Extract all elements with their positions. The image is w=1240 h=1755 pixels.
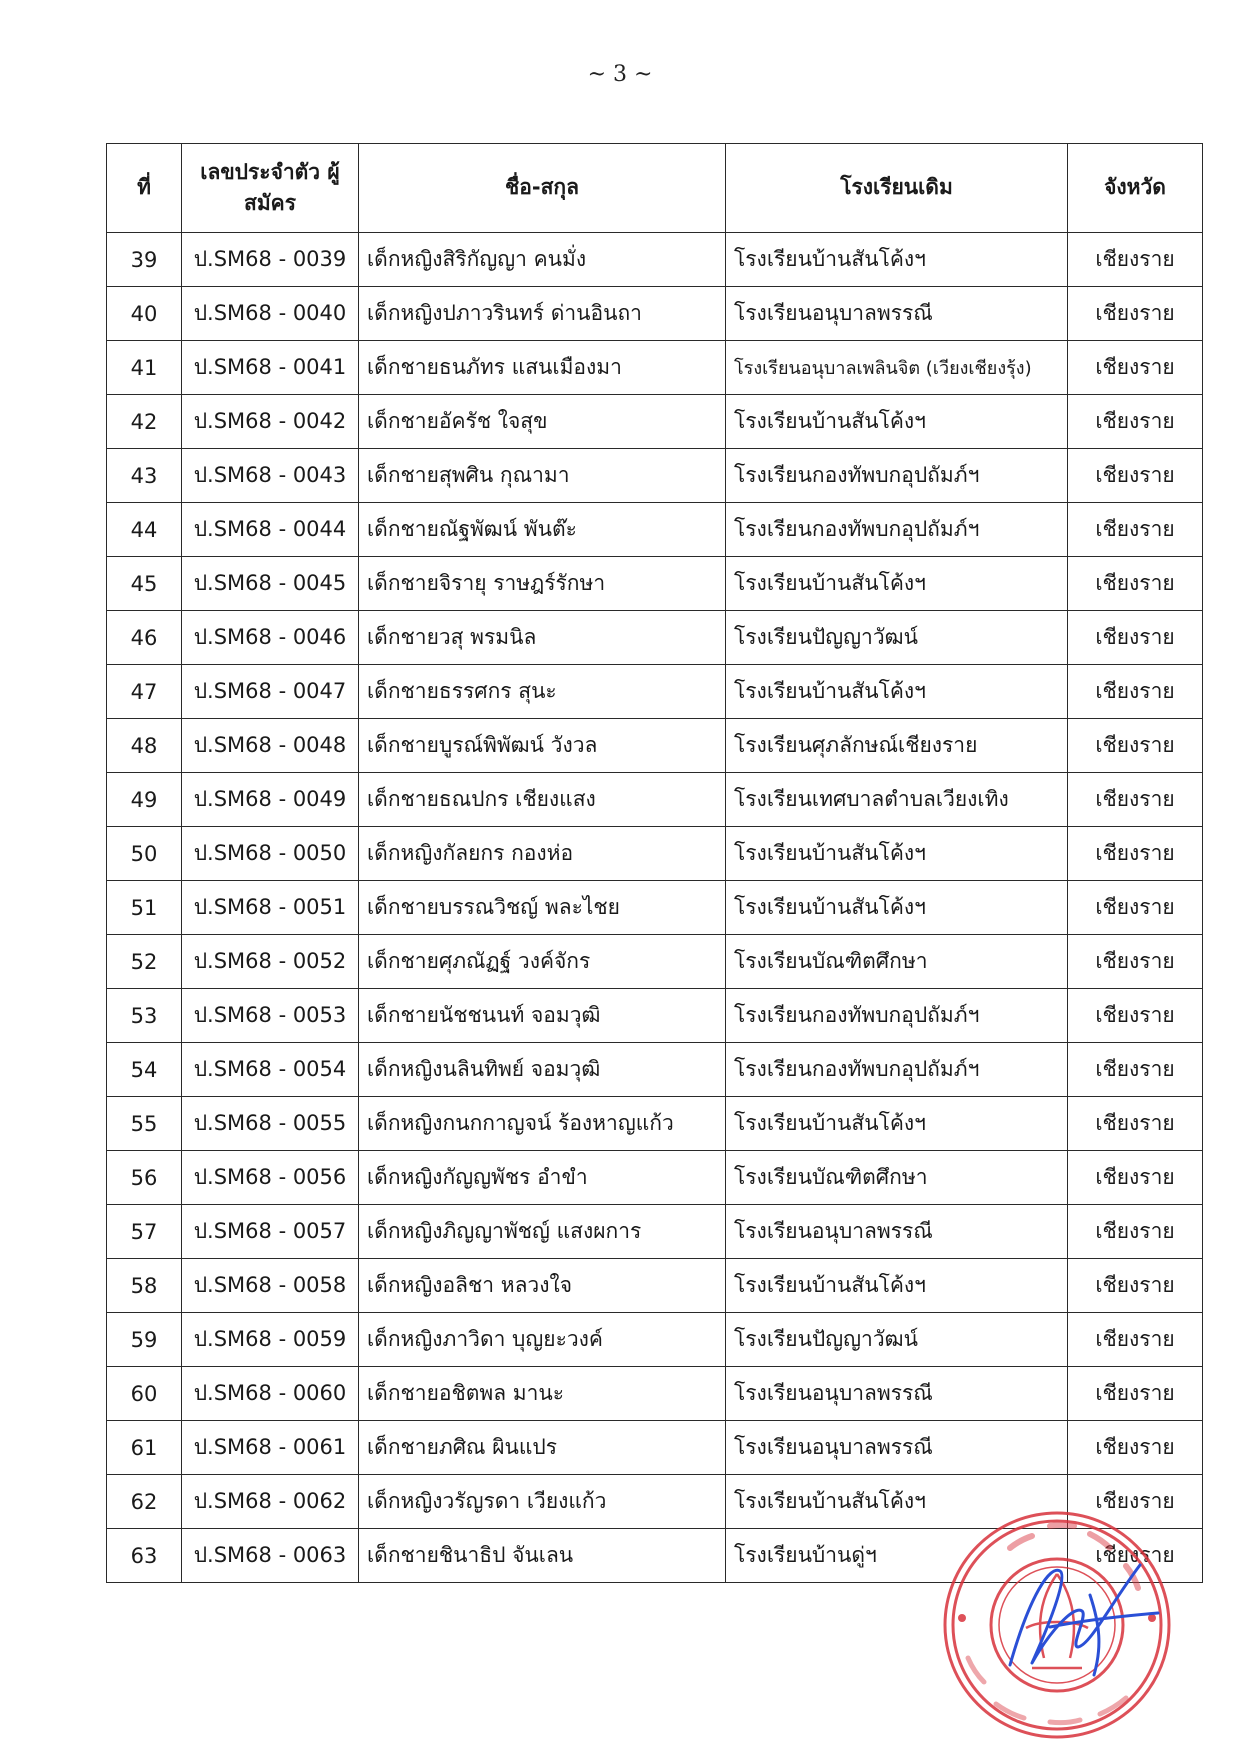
table-row — [107, 611, 1203, 665]
table-row — [107, 503, 1203, 557]
cell-name: เด็กหญิงกัลยกร กองห่อ — [359, 827, 726, 881]
cell-name: เด็กชายวสุ พรมนิล — [359, 611, 726, 665]
cell-name: เด็กหญิงกนกกาญจน์ ร้องหาญแก้ว — [359, 1097, 726, 1151]
cell-applicant-id: ป.SM68 - 0046 — [182, 611, 359, 665]
cell-school: โรงเรียนกองทัพบกอุปถัมภ์ฯ — [726, 449, 1068, 503]
cell-school: โรงเรียนกองทัพบกอุปถัมภ์ฯ — [726, 1043, 1068, 1097]
table-header-row — [107, 144, 1203, 233]
cell-applicant-id: ป.SM68 - 0044 — [182, 503, 359, 557]
cell-name: เด็กชายณัฐพัฒน์ พันต๊ะ — [359, 503, 726, 557]
cell-school: โรงเรียนบ้านสันโค้งฯ — [726, 395, 1068, 449]
cell-no: 46 — [107, 611, 182, 665]
cell-applicant-id: ป.SM68 - 0042 — [182, 395, 359, 449]
cell-province: เชียงราย — [1068, 881, 1203, 935]
cell-province: เชียงราย — [1068, 773, 1203, 827]
header-no: ที่ — [107, 144, 182, 233]
cell-applicant-id: ป.SM68 - 0048 — [182, 719, 359, 773]
table-row — [107, 449, 1203, 503]
cell-province: เชียงราย — [1068, 1367, 1203, 1421]
table-row — [107, 1421, 1203, 1475]
cell-name: เด็กหญิงภาวิดา บุญยะวงค์ — [359, 1313, 726, 1367]
cell-province: เชียงราย — [1068, 287, 1203, 341]
cell-no: 43 — [107, 449, 182, 503]
table-row — [107, 233, 1203, 287]
cell-applicant-id: ป.SM68 - 0054 — [182, 1043, 359, 1097]
cell-province: เชียงราย — [1068, 449, 1203, 503]
cell-no: 59 — [107, 1313, 182, 1367]
cell-applicant-id: ป.SM68 - 0052 — [182, 935, 359, 989]
cell-applicant-id: ป.SM68 - 0040 — [182, 287, 359, 341]
table-row — [107, 989, 1203, 1043]
cell-applicant-id: ป.SM68 - 0061 — [182, 1421, 359, 1475]
cell-applicant-id: ป.SM68 - 0057 — [182, 1205, 359, 1259]
cell-province: เชียงราย — [1068, 827, 1203, 881]
cell-applicant-id: ป.SM68 - 0050 — [182, 827, 359, 881]
cell-name: เด็กชายธรรศกร สุนะ — [359, 665, 726, 719]
cell-province: เชียงราย — [1068, 1529, 1203, 1583]
table-row — [107, 773, 1203, 827]
table-row — [107, 881, 1203, 935]
cell-province: เชียงราย — [1068, 1313, 1203, 1367]
cell-applicant-id: ป.SM68 - 0051 — [182, 881, 359, 935]
cell-name: เด็กหญิงภิญญาพัชญ์ แสงผการ — [359, 1205, 726, 1259]
cell-applicant-id: ป.SM68 - 0063 — [182, 1529, 359, 1583]
cell-province: เชียงราย — [1068, 1259, 1203, 1313]
cell-school: โรงเรียนบัณฑิตศึกษา — [726, 1151, 1068, 1205]
cell-no: 45 — [107, 557, 182, 611]
cell-name: เด็กชายภศิณ ผินแปร — [359, 1421, 726, 1475]
cell-no: 63 — [107, 1529, 182, 1583]
cell-province: เชียงราย — [1068, 665, 1203, 719]
cell-no: 56 — [107, 1151, 182, 1205]
cell-school: โรงเรียนอนุบาลพรรณี — [726, 287, 1068, 341]
cell-no: 60 — [107, 1367, 182, 1421]
cell-province: เชียงราย — [1068, 935, 1203, 989]
cell-applicant-id: ป.SM68 - 0058 — [182, 1259, 359, 1313]
cell-applicant-id: ป.SM68 - 0039 — [182, 233, 359, 287]
cell-school: โรงเรียนบ้านดู่ฯ — [726, 1529, 1068, 1583]
table-row — [107, 1043, 1203, 1097]
cell-no: 57 — [107, 1205, 182, 1259]
table-row — [107, 1097, 1203, 1151]
applicant-table — [106, 143, 1203, 1583]
table-row — [107, 1367, 1203, 1421]
header-name: ชื่อ-สกุล — [359, 144, 726, 233]
table-row — [107, 665, 1203, 719]
cell-name: เด็กหญิงปภาวรินทร์ ด่านอินถา — [359, 287, 726, 341]
cell-province: เชียงราย — [1068, 503, 1203, 557]
cell-name: เด็กหญิงกัญญพัชร อำขำ — [359, 1151, 726, 1205]
table-body — [107, 233, 1203, 1583]
table-row — [107, 1529, 1203, 1583]
cell-no: 39 — [107, 233, 182, 287]
cell-name: เด็กชายชินาธิป จันเลน — [359, 1529, 726, 1583]
cell-no: 49 — [107, 773, 182, 827]
cell-school: โรงเรียนกองทัพบกอุปถัมภ์ฯ — [726, 503, 1068, 557]
cell-name: เด็กชายอชิตพล มานะ — [359, 1367, 726, 1421]
cell-province: เชียงราย — [1068, 1421, 1203, 1475]
cell-school: โรงเรียนอนุบาลพรรณี — [726, 1205, 1068, 1259]
cell-name: เด็กชายจิรายุ ราษฎร์รักษา — [359, 557, 726, 611]
cell-no: 40 — [107, 287, 182, 341]
cell-no: 52 — [107, 935, 182, 989]
table-row — [107, 1313, 1203, 1367]
header-province: จังหวัด — [1068, 144, 1203, 233]
cell-name: เด็กหญิงสิริกัญญา คนมั่ง — [359, 233, 726, 287]
cell-school: โรงเรียนบ้านสันโค้งฯ — [726, 557, 1068, 611]
cell-name: เด็กชายอัครัช ใจสุข — [359, 395, 726, 449]
cell-applicant-id: ป.SM68 - 0047 — [182, 665, 359, 719]
cell-province: เชียงราย — [1068, 1043, 1203, 1097]
cell-no: 47 — [107, 665, 182, 719]
table-row — [107, 1259, 1203, 1313]
page-number: ~ 3 ~ — [587, 62, 653, 87]
cell-applicant-id: ป.SM68 - 0056 — [182, 1151, 359, 1205]
cell-applicant-id: ป.SM68 - 0060 — [182, 1367, 359, 1421]
cell-school: โรงเรียนปัญญาวัฒน์ — [726, 611, 1068, 665]
cell-province: เชียงราย — [1068, 557, 1203, 611]
cell-no: 55 — [107, 1097, 182, 1151]
cell-no: 53 — [107, 989, 182, 1043]
cell-name: เด็กชายสุพศิน กุณามา — [359, 449, 726, 503]
cell-name: เด็กชายบูรณ์พิพัฒน์ วังวล — [359, 719, 726, 773]
table-row — [107, 395, 1203, 449]
cell-school: โรงเรียนบัณฑิตศึกษา — [726, 935, 1068, 989]
table-row — [107, 719, 1203, 773]
table-row — [107, 1151, 1203, 1205]
cell-province: เชียงราย — [1068, 611, 1203, 665]
cell-school: โรงเรียนบ้านสันโค้งฯ — [726, 1475, 1068, 1529]
cell-no: 61 — [107, 1421, 182, 1475]
cell-no: 48 — [107, 719, 182, 773]
cell-province: เชียงราย — [1068, 395, 1203, 449]
cell-name: เด็กชายธนภัทร แสนเมืองมา — [359, 341, 726, 395]
cell-no: 42 — [107, 395, 182, 449]
cell-name: เด็กชายศุภณัฏฐ์ วงค์จักร — [359, 935, 726, 989]
table-row — [107, 1475, 1203, 1529]
cell-school: โรงเรียนอนุบาลพรรณี — [726, 1421, 1068, 1475]
table-row — [107, 287, 1203, 341]
cell-province: เชียงราย — [1068, 719, 1203, 773]
cell-applicant-id: ป.SM68 - 0053 — [182, 989, 359, 1043]
table-row — [107, 557, 1203, 611]
cell-school: โรงเรียนเทศบาลตำบลเวียงเทิง — [726, 773, 1068, 827]
cell-name: เด็กหญิงอลิชา หลวงใจ — [359, 1259, 726, 1313]
cell-applicant-id: ป.SM68 - 0049 — [182, 773, 359, 827]
cell-school: โรงเรียนอนุบาลเพลินจิต (เวียงเชียงรุ้ง) — [726, 341, 1068, 395]
cell-school: โรงเรียนบ้านสันโค้งฯ — [726, 1097, 1068, 1151]
cell-no: 62 — [107, 1475, 182, 1529]
cell-no: 41 — [107, 341, 182, 395]
cell-province: เชียงราย — [1068, 989, 1203, 1043]
table-row — [107, 341, 1203, 395]
cell-province: เชียงราย — [1068, 233, 1203, 287]
cell-school: โรงเรียนบ้านสันโค้งฯ — [726, 827, 1068, 881]
header-school: โรงเรียนเดิม — [726, 144, 1068, 233]
cell-school: โรงเรียนบ้านสันโค้งฯ — [726, 881, 1068, 935]
cell-applicant-id: ป.SM68 - 0062 — [182, 1475, 359, 1529]
cell-school: โรงเรียนบ้านสันโค้งฯ — [726, 665, 1068, 719]
cell-no: 51 — [107, 881, 182, 935]
cell-applicant-id: ป.SM68 - 0043 — [182, 449, 359, 503]
cell-no: 58 — [107, 1259, 182, 1313]
cell-applicant-id: ป.SM68 - 0055 — [182, 1097, 359, 1151]
header-applicant-id: เลขประจำตัว ผู้สมัคร — [182, 144, 359, 233]
cell-province: เชียงราย — [1068, 341, 1203, 395]
cell-no: 50 — [107, 827, 182, 881]
table-row — [107, 1205, 1203, 1259]
cell-province: เชียงราย — [1068, 1097, 1203, 1151]
cell-school: โรงเรียนอนุบาลพรรณี — [726, 1367, 1068, 1421]
cell-name: เด็กชายธณปกร เชียงแสง — [359, 773, 726, 827]
cell-no: 44 — [107, 503, 182, 557]
cell-school: โรงเรียนปัญญาวัฒน์ — [726, 1313, 1068, 1367]
cell-no: 54 — [107, 1043, 182, 1097]
cell-province: เชียงราย — [1068, 1205, 1203, 1259]
cell-name: เด็กชายนัชชนนท์ จอมวุฒิ — [359, 989, 726, 1043]
cell-school: โรงเรียนกองทัพบกอุปถัมภ์ฯ — [726, 989, 1068, 1043]
cell-school: โรงเรียนบ้านสันโค้งฯ — [726, 233, 1068, 287]
cell-applicant-id: ป.SM68 - 0059 — [182, 1313, 359, 1367]
cell-school: โรงเรียนบ้านสันโค้งฯ — [726, 1259, 1068, 1313]
cell-name: เด็กชายบรรณวิชญ์ พละไชย — [359, 881, 726, 935]
cell-province: เชียงราย — [1068, 1151, 1203, 1205]
cell-province: เชียงราย — [1068, 1475, 1203, 1529]
table-row — [107, 935, 1203, 989]
cell-name: เด็กหญิงนลินทิพย์ จอมวุฒิ — [359, 1043, 726, 1097]
cell-name: เด็กหญิงวรัญรดา เวียงแก้ว — [359, 1475, 726, 1529]
cell-applicant-id: ป.SM68 - 0045 — [182, 557, 359, 611]
cell-school: โรงเรียนศุภลักษณ์เชียงราย — [726, 719, 1068, 773]
cell-applicant-id: ป.SM68 - 0041 — [182, 341, 359, 395]
table-row — [107, 827, 1203, 881]
